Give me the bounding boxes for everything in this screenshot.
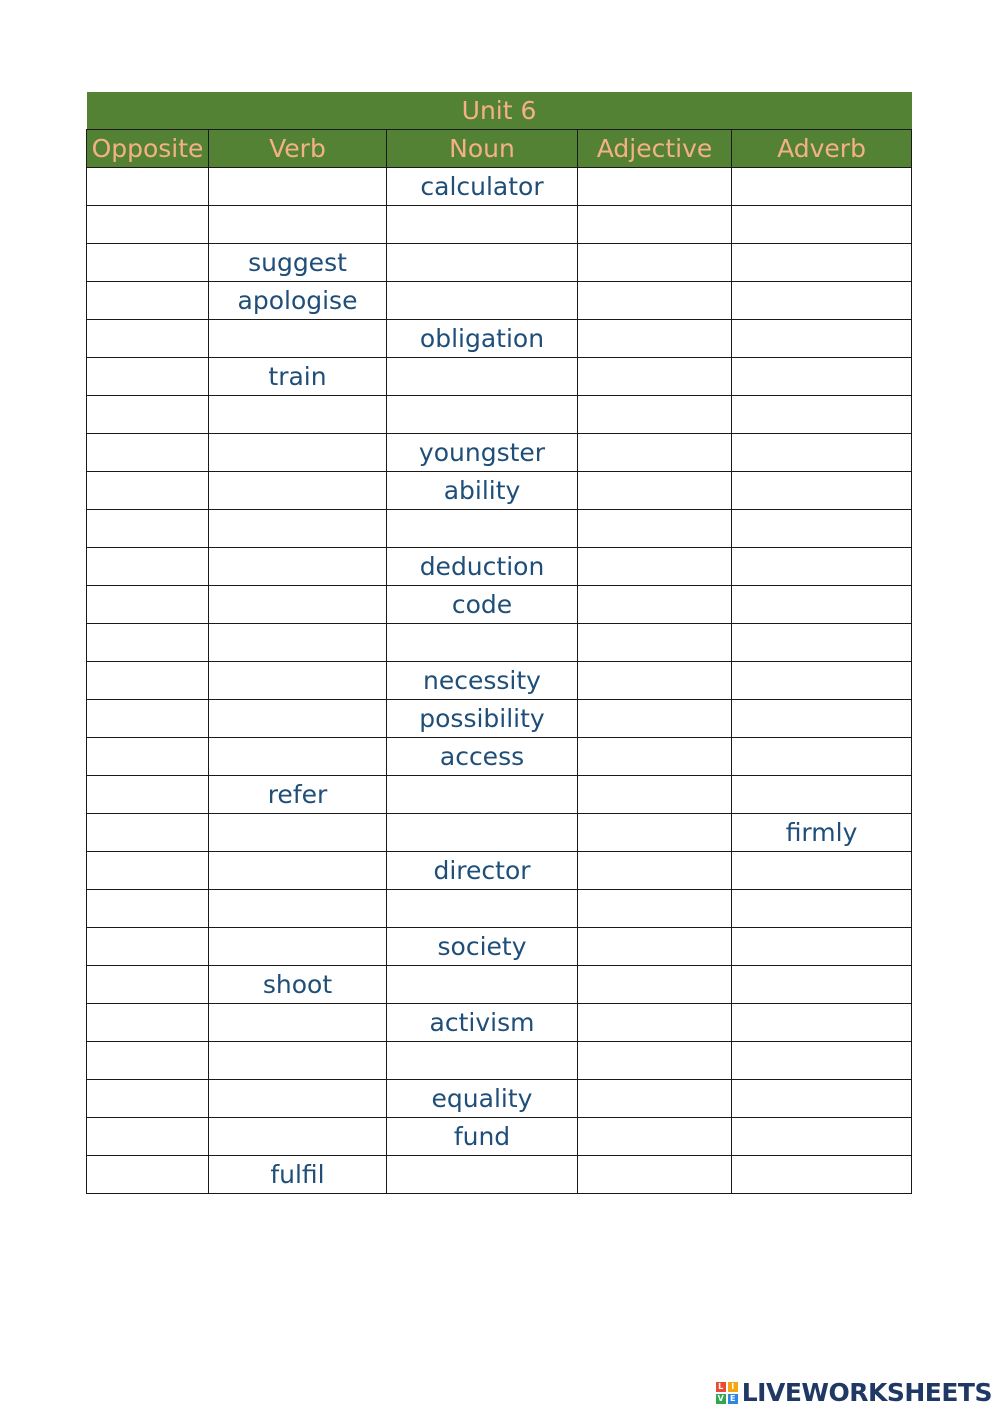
answer-cell-adjective[interactable] [578,320,732,358]
liveworksheets-logo-icon [716,1382,738,1404]
given-word-noun: activism [387,1004,578,1042]
given-word-noun: calculator [387,168,578,206]
answer-cell-adverb[interactable] [732,320,912,358]
table-row [87,396,912,434]
answer-cell-adverb[interactable] [732,586,912,624]
answer-cell-opposite[interactable] [87,966,209,1004]
answer-cell-opposite[interactable] [87,358,209,396]
answer-cell-opposite[interactable] [87,168,209,206]
given-word-noun: society [387,928,578,966]
table-title: Unit 6 [87,92,912,130]
table-body [87,168,912,1194]
answer-cell-verb[interactable] [209,928,387,966]
given-word-noun: ability [387,472,578,510]
answer-cell-adverb[interactable] [732,966,912,1004]
table-row [87,586,912,624]
answer-cell-opposite[interactable] [87,510,209,548]
answer-cell-adverb[interactable] [732,282,912,320]
table-row [87,1042,912,1080]
answer-cell-noun[interactable] [387,776,578,814]
table-row [87,890,912,928]
table-row [87,168,912,206]
table-row [87,1118,912,1156]
answer-cell-opposite[interactable] [87,282,209,320]
answer-cell-adverb[interactable] [732,168,912,206]
answer-cell-opposite[interactable] [87,244,209,282]
answer-cell-adjective[interactable] [578,396,732,434]
answer-cell-adverb[interactable] [732,396,912,434]
table-row [87,1156,912,1194]
answer-cell-verb[interactable] [209,700,387,738]
liveworksheets-logo [716,1378,992,1407]
answer-cell-adverb[interactable] [732,244,912,282]
answer-cell-noun[interactable] [387,1156,578,1194]
answer-cell-adjective[interactable] [578,1156,732,1194]
answer-cell-adjective[interactable] [578,586,732,624]
answer-cell-opposite[interactable] [87,814,209,852]
answer-cell-adjective[interactable] [578,244,732,282]
answer-cell-adverb[interactable] [732,1042,912,1080]
answer-cell-adverb[interactable] [732,206,912,244]
answer-cell-noun[interactable] [387,396,578,434]
given-word-noun: director [387,852,578,890]
table-row [87,282,912,320]
table-row [87,548,912,586]
column-header-adjective: Adjective [578,130,732,168]
answer-cell-adjective[interactable] [578,928,732,966]
given-word-verb: train [209,358,387,396]
answer-cell-noun[interactable] [387,890,578,928]
answer-cell-opposite[interactable] [87,320,209,358]
answer-cell-noun[interactable] [387,966,578,1004]
given-word-noun: access [387,738,578,776]
column-header-opposite: Opposite [87,130,209,168]
answer-cell-adverb[interactable] [732,738,912,776]
answer-cell-adjective[interactable] [578,814,732,852]
answer-cell-verb[interactable] [209,548,387,586]
given-word-noun: deduction [387,548,578,586]
answer-cell-verb[interactable] [209,206,387,244]
answer-cell-verb[interactable] [209,168,387,206]
answer-cell-adjective[interactable] [578,700,732,738]
answer-cell-adverb[interactable] [732,1080,912,1118]
answer-cell-verb[interactable] [209,1004,387,1042]
table-row [87,320,912,358]
answer-cell-noun[interactable] [387,814,578,852]
answer-cell-verb[interactable] [209,510,387,548]
answer-cell-noun[interactable] [387,624,578,662]
answer-cell-verb[interactable] [209,814,387,852]
table-row [87,966,912,1004]
table-row [87,814,912,852]
given-word-noun: youngster [387,434,578,472]
table-row [87,928,912,966]
answer-cell-noun[interactable] [387,510,578,548]
answer-cell-adjective[interactable] [578,738,732,776]
answer-cell-noun[interactable] [387,1042,578,1080]
answer-cell-verb[interactable] [209,852,387,890]
answer-cell-adjective[interactable] [578,1080,732,1118]
table-row [87,472,912,510]
answer-cell-adverb[interactable] [732,472,912,510]
answer-cell-adverb[interactable] [732,358,912,396]
answer-cell-verb[interactable] [209,320,387,358]
given-word-noun: necessity [387,662,578,700]
answer-cell-verb[interactable] [209,1080,387,1118]
answer-cell-opposite[interactable] [87,206,209,244]
answer-cell-adjective[interactable] [578,1118,732,1156]
table-row [87,244,912,282]
column-header-noun: Noun [387,130,578,168]
answer-cell-opposite[interactable] [87,472,209,510]
given-word-noun: equality [387,1080,578,1118]
given-word-noun: fund [387,1118,578,1156]
given-word-verb: suggest [209,244,387,282]
table-row [87,852,912,890]
answer-cell-opposite[interactable] [87,1004,209,1042]
answer-cell-adjective[interactable] [578,358,732,396]
answer-cell-adverb[interactable] [732,1156,912,1194]
answer-cell-adjective[interactable] [578,434,732,472]
answer-cell-adjective[interactable] [578,548,732,586]
answer-cell-verb[interactable] [209,472,387,510]
logo-mark-tile: L [716,1382,726,1392]
given-word-adverb: firmly [732,814,912,852]
answer-cell-verb[interactable] [209,586,387,624]
table-row [87,738,912,776]
logo-mark-tile: I [728,1382,738,1392]
answer-cell-opposite[interactable] [87,548,209,586]
answer-cell-adverb[interactable] [732,624,912,662]
answer-cell-opposite[interactable] [87,1080,209,1118]
table-row [87,434,912,472]
answer-cell-opposite[interactable] [87,1118,209,1156]
answer-cell-adjective[interactable] [578,1042,732,1080]
answer-cell-adjective[interactable] [578,776,732,814]
logo-mark-tile: E [728,1394,738,1404]
answer-cell-opposite[interactable] [87,624,209,662]
answer-cell-adjective[interactable] [578,206,732,244]
answer-cell-adverb[interactable] [732,928,912,966]
logo-mark-tile: V [717,1393,724,1403]
answer-cell-verb[interactable] [209,1118,387,1156]
title-row [87,92,912,130]
given-word-noun: possibility [387,700,578,738]
answer-cell-verb[interactable] [209,396,387,434]
answer-cell-adjective[interactable] [578,852,732,890]
answer-cell-adverb[interactable] [732,434,912,472]
answer-cell-noun[interactable] [387,282,578,320]
answer-cell-opposite[interactable] [87,1156,209,1194]
answer-cell-adjective[interactable] [578,966,732,1004]
answer-cell-adverb[interactable] [732,662,912,700]
answer-cell-adjective[interactable] [578,624,732,662]
table-row [87,1080,912,1118]
answer-cell-adjective[interactable] [578,510,732,548]
given-word-noun: code [387,586,578,624]
answer-cell-verb[interactable] [209,1042,387,1080]
answer-cell-adverb[interactable] [732,510,912,548]
answer-cell-opposite[interactable] [87,776,209,814]
table-row [87,624,912,662]
column-header-verb: Verb [209,130,387,168]
answer-cell-adverb[interactable] [732,776,912,814]
answer-cell-adverb[interactable] [732,700,912,738]
answer-cell-opposite[interactable] [87,852,209,890]
answer-cell-noun[interactable] [387,358,578,396]
vocabulary-table [86,92,912,1194]
answer-cell-adverb[interactable] [732,890,912,928]
answer-cell-verb[interactable] [209,890,387,928]
answer-cell-opposite[interactable] [87,890,209,928]
answer-cell-adjective[interactable] [578,282,732,320]
answer-cell-opposite[interactable] [87,662,209,700]
answer-cell-adverb[interactable] [732,548,912,586]
table-row [87,358,912,396]
answer-cell-adjective[interactable] [578,890,732,928]
table-row [87,776,912,814]
table-row [87,700,912,738]
answer-cell-opposite[interactable] [87,396,209,434]
answer-cell-verb[interactable] [209,662,387,700]
answer-cell-adjective[interactable] [578,1004,732,1042]
answer-cell-verb[interactable] [209,624,387,662]
answer-cell-verb[interactable] [209,434,387,472]
answer-cell-noun[interactable] [387,206,578,244]
given-word-noun: obligation [387,320,578,358]
given-word-verb: refer [209,776,387,814]
answer-cell-opposite[interactable] [87,1042,209,1080]
answer-cell-adverb[interactable] [732,1118,912,1156]
table-row [87,206,912,244]
table-row [87,662,912,700]
answer-cell-adjective[interactable] [578,662,732,700]
logo-text: LIVEWORKSHEETS [741,1378,992,1407]
answer-cell-opposite[interactable] [87,738,209,776]
answer-cell-verb[interactable] [209,738,387,776]
header-row [87,130,912,168]
table-row [87,1004,912,1042]
answer-cell-adverb[interactable] [732,1004,912,1042]
given-word-verb: apologise [209,282,387,320]
answer-cell-opposite[interactable] [87,700,209,738]
answer-cell-opposite[interactable] [87,586,209,624]
answer-cell-noun[interactable] [387,244,578,282]
table-row [87,510,912,548]
given-word-verb: fulfil [209,1156,387,1194]
column-header-adverb: Adverb [732,130,912,168]
answer-cell-adverb[interactable] [732,852,912,890]
answer-cell-adjective[interactable] [578,168,732,206]
given-word-verb: shoot [209,966,387,1004]
answer-cell-opposite[interactable] [87,928,209,966]
answer-cell-opposite[interactable] [87,434,209,472]
answer-cell-adjective[interactable] [578,472,732,510]
